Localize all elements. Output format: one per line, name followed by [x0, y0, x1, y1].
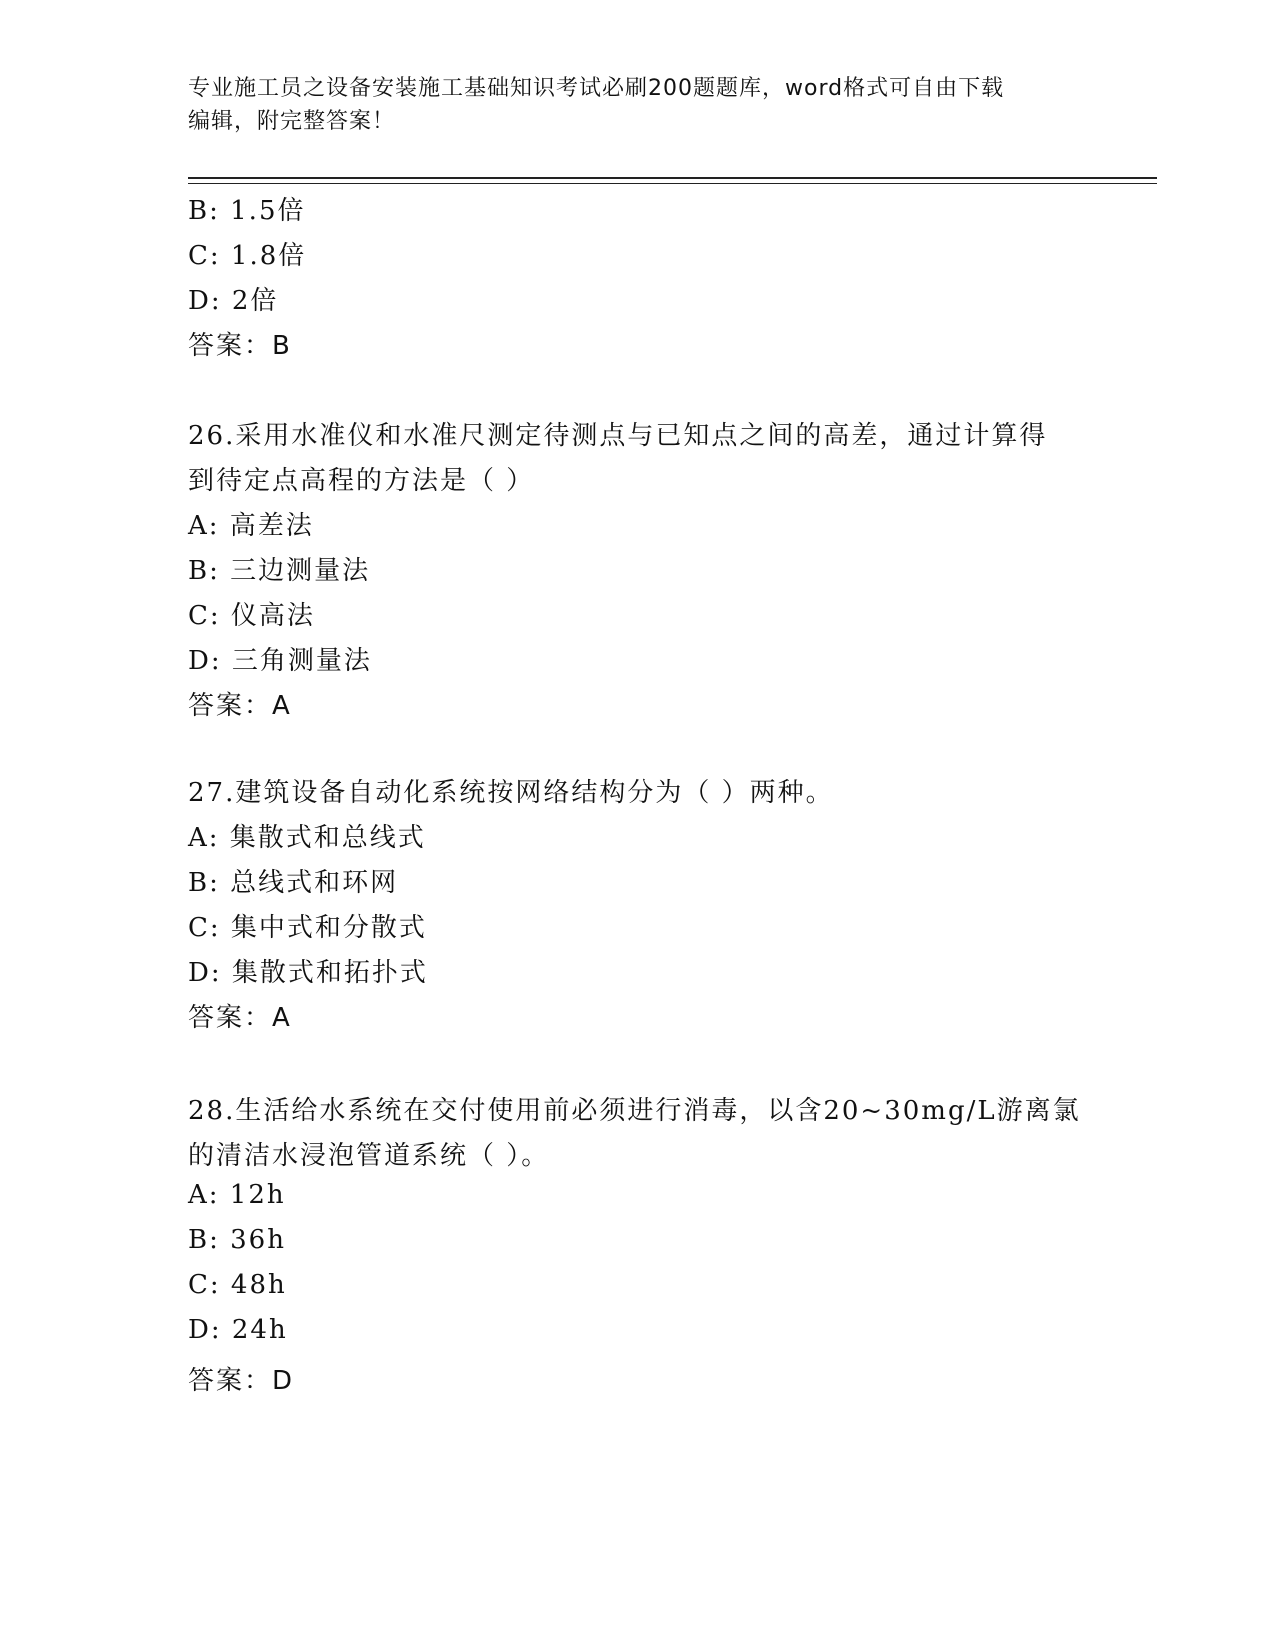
header-line-1: 专业施工员之设备安装施工基础知识考试必刷200题题库，word格式可自由下载 — [188, 76, 1005, 101]
q26-option-c: C: 仪高法 — [188, 601, 315, 631]
q27-option-d: D: 集散式和拓扑式 — [188, 958, 428, 988]
q26-stem-line-1: 26.采用水准仪和水准尺测定待测点与已知点之间的高差，通过计算得 — [188, 421, 1048, 451]
q26-stem-line-2: 到待定点高程的方法是（ ） — [188, 466, 535, 496]
q26-option-d: D: 三角测量法 — [188, 646, 372, 676]
q26-answer: 答案：A — [188, 691, 292, 721]
q28-answer: 答案：D — [188, 1366, 295, 1396]
q27-stem-line-1: 27.建筑设备自动化系统按网络结构分为（ ）两种。 — [188, 778, 834, 808]
q26-option-a: A: 高差法 — [188, 511, 314, 541]
header-divider-thick — [188, 177, 1157, 179]
q27-option-c: C: 集中式和分散式 — [188, 913, 427, 943]
header-line-2: 编辑，附完整答案！ — [188, 109, 396, 134]
q28-stem-line-2: 的清洁水浸泡管道系统（ ）。 — [188, 1141, 550, 1171]
q28-option-a: A: 12h — [188, 1180, 286, 1210]
q27-answer: 答案：A — [188, 1003, 292, 1033]
q27-option-b: B: 总线式和环网 — [188, 868, 399, 898]
q27-option-a: A: 集散式和总线式 — [188, 823, 426, 853]
q25-option-b: B: 1.5倍 — [188, 196, 306, 226]
q25-option-d: D: 2倍 — [188, 286, 279, 316]
document-header — [188, 72, 1088, 138]
q25-answer: 答案：B — [188, 331, 292, 361]
q28-option-b: B: 36h — [188, 1225, 286, 1255]
q25-option-c: C: 1.8倍 — [188, 241, 307, 271]
q28-stem-line-1: 28.生活给水系统在交付使用前必须进行消毒，以含20~30mg/L游离氯 — [188, 1096, 1081, 1126]
q28-option-d: D: 24h — [188, 1315, 288, 1345]
q28-option-c: C: 48h — [188, 1270, 287, 1300]
header-divider-thin — [188, 183, 1157, 184]
q26-option-b: B: 三边测量法 — [188, 556, 371, 586]
